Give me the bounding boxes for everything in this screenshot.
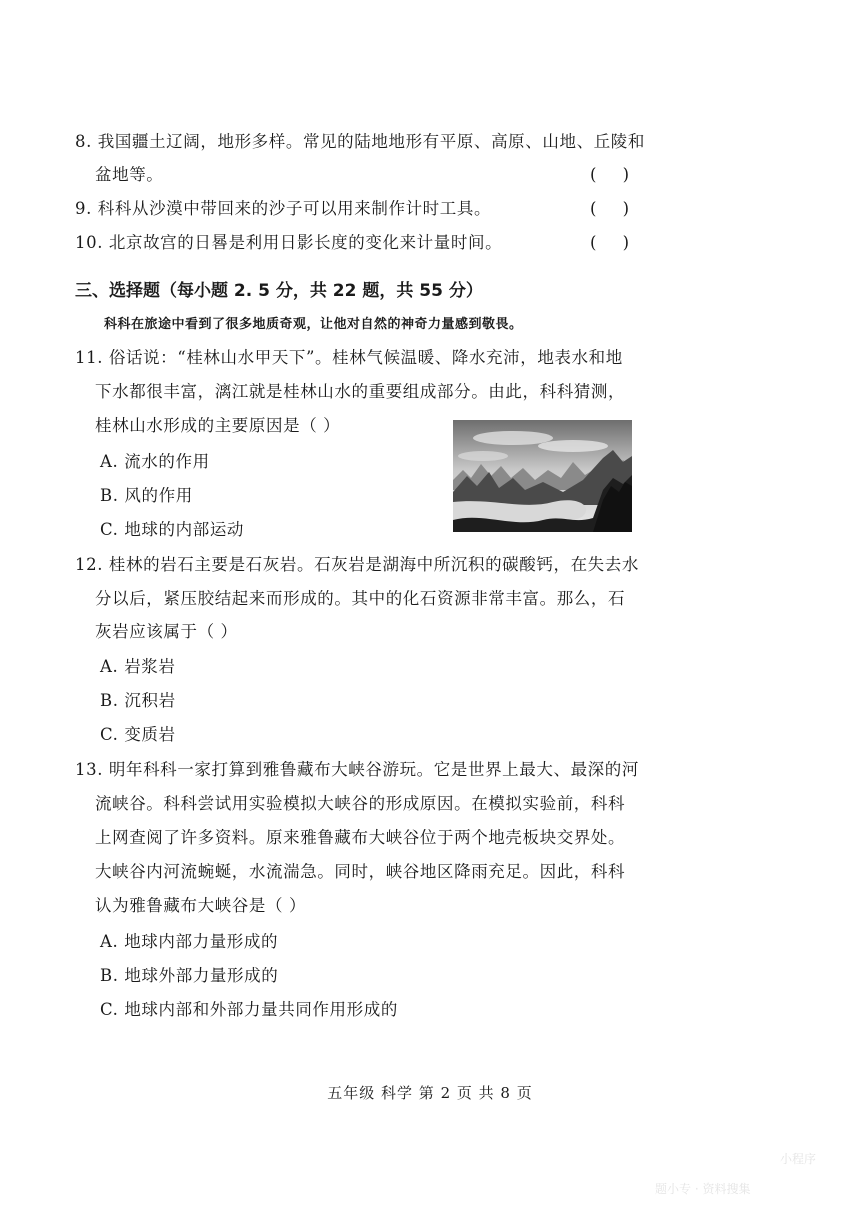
section-3-title: 三、选择题（每小题 2. 5 分，共 22 题，共 55 分） <box>75 281 483 301</box>
q8-line-1: 8. 我国疆土辽阔，地形多样。常见的陆地地形有平原、高原、山地、丘陵和 <box>75 132 645 151</box>
q13-option-c: C. 地球内部和外部力量共同作用形成的 <box>100 1000 398 1019</box>
watermark-bottom: 题小专 · 资料搜集 <box>655 1182 751 1196</box>
q13-option-b: B. 地球外部力量形成的 <box>100 966 279 985</box>
q13-option-a: A. 地球内部力量形成的 <box>100 932 279 951</box>
q11-line-3: 桂林山水形成的主要原因是（ ） <box>95 416 341 435</box>
q13-line-1: 13. 明年科科一家打算到雅鲁藏布大峡谷游玩。它是世界上最大、最深的河 <box>75 760 639 779</box>
q13-line-2: 流峡谷。科科尝试用实验模拟大峡谷的形成原因。在模拟实验前，科科 <box>95 794 626 813</box>
q11-line-1: 11. 俗话说：“桂林山水甲天下”。桂林气候温暖、降水充沛，地表水和地 <box>75 348 623 367</box>
section-3-intro: 科科在旅途中看到了很多地质奇观，让他对自然的神奇力量感到敬畏。 <box>104 317 523 332</box>
q11-option-a: A. 流水的作用 <box>100 452 210 471</box>
q12-option-a: A. 岩浆岩 <box>100 657 176 676</box>
q12-line-2: 分以后，紧压胶结起来而形成的。其中的化石资源非常丰富。那么，石 <box>95 589 626 608</box>
q8-line-2: 盆地等。 <box>95 165 164 184</box>
q9-text: 9. 科科从沙漠中带回来的沙子可以用来制作计时工具。 <box>75 199 492 218</box>
q13-line-3: 上网查阅了许多资料。原来雅鲁藏布大峡谷位于两个地壳板块交界处。 <box>95 828 626 847</box>
q9-answer-paren: ( ) <box>590 199 630 218</box>
q12-line-3: 灰岩应该属于（ ） <box>95 622 238 641</box>
q12-option-c: C. 变质岩 <box>100 725 176 744</box>
page-footer: 五年级 科学 第 2 页 共 8 页 <box>327 1084 533 1102</box>
q10-answer-paren: ( ) <box>590 233 630 252</box>
q11-option-b: B. 风的作用 <box>100 486 193 505</box>
q12-line-1: 12. 桂林的岩石主要是石灰岩。石灰岩是湖海中所沉积的碳酸钙，在失去水 <box>75 555 639 574</box>
q13-line-5: 认为雅鲁藏布大峡谷是（ ） <box>95 896 307 915</box>
watermark-top: 小程序 <box>780 1152 817 1166</box>
q11-line-2: 下水都很丰富，漓江就是桂林山水的重要组成部分。由此，科科猜测， <box>95 382 626 401</box>
q10-text: 10. 北京故宫的日晷是利用日影长度的变化来计量时间。 <box>75 233 503 252</box>
q11-option-c: C. 地球的内部运动 <box>100 520 245 539</box>
q13-line-4: 大峡谷内河流蜿蜒，水流湍急。同时，峡谷地区降雨充足。因此，科科 <box>95 862 626 881</box>
q8-answer-paren: ( ) <box>590 165 630 184</box>
guilin-landscape-photo <box>453 420 632 532</box>
q12-option-b: B. 沉积岩 <box>100 691 176 710</box>
